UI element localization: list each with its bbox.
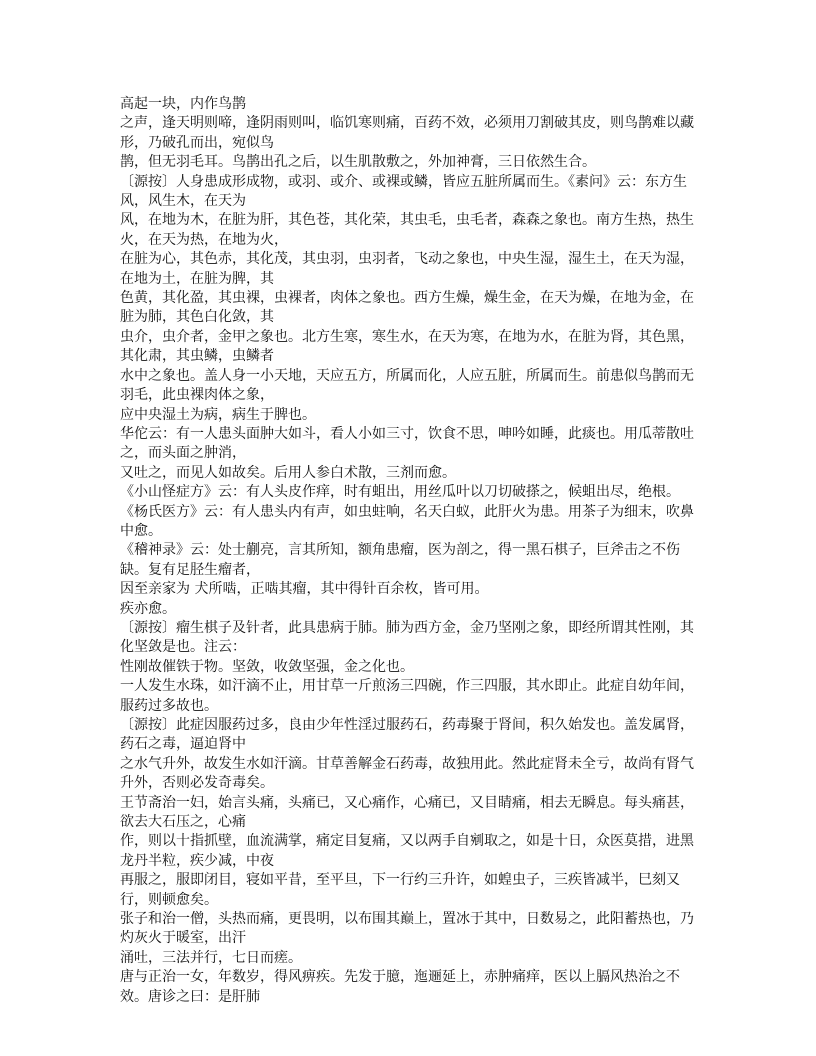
text-line: 高起一块，内作鸟鹊 bbox=[120, 96, 246, 112]
text-line: 之水气升外，故发生水如汗滴。甘草善解金石药毒，故独用此。然此症肾未全亏，故尚有肾气升外，否则必发奇毒矣。 bbox=[120, 755, 694, 792]
text-line: 风，在地为木，在脏为肝，其色苍，其化荣，其虫毛，虫毛者，森森之象也。南方生热，热生火，在天为热，在地为火， bbox=[120, 212, 694, 248]
text-line: 性刚故催铁于物。坚敛，收敛坚强，金之化也。 bbox=[120, 658, 414, 675]
text-line: 《稽神录》云：处士蒯亮，言其所知，额角患瘤，医为剖之，得一黑石棋子，巨斧击之不伤缺。复有足胫生瘤者， bbox=[120, 542, 680, 578]
text-line: 之声，逢天明则啼，逢阴雨则叫，临饥寒则痛，百药不效，必须用刀割破其皮，则鸟鹊难以藏形，乃破孔而出，宛似鸟 bbox=[120, 115, 694, 151]
text-line: 〔源按〕瘤生棋子及针者，此具患病于肺。肺为西方金，金乃坚刚之象，即经所谓其性刚，其化坚敛是也。注云： bbox=[120, 619, 694, 656]
text-line: 〔源按〕人身患成形成物，或羽、或介、或裸或鳞，皆应五脏所属而生。《素问》云：东方生风，风生木，在天为 bbox=[120, 173, 687, 210]
text-line: 《小山怪症方》云：有人头皮作痒，时有蛆出，用丝瓜叶以刀切破搽之，候蛆出尽，绝根。 bbox=[120, 484, 680, 501]
text-line: 唐与正治一女，年数岁，得风痹疾。先发于臆，迤逦延上，赤肿痛痒，医以上膈风热治之不效。唐诊之曰：是肝肺 bbox=[120, 969, 680, 1005]
text-line: 涌吐，三法并行，七日而瘥。 bbox=[120, 949, 302, 966]
text-line: 一人发生水珠，如汗滴不止，用甘草一斤煎汤三四碗，作三四服，其水即止。此症自幼年间，服药过多故也。 bbox=[120, 678, 694, 714]
text-line: 疾亦愈。 bbox=[120, 600, 176, 617]
text-line: 华佗云：有一人患头面肿大如斗，看人小如三寸，饮食不思，呻吟如睡，此痰也。用瓜蒂散吐之，而头面之肿消， bbox=[120, 425, 694, 462]
text-line: 鹊，但无羽毛耳。鸟鹊出孔之后，以生肌散敷之，外加神膏，三日依然生合。 bbox=[120, 154, 596, 171]
document-body bbox=[120, 95, 702, 1007]
text-line: 应中央湿土为病，病生于脾也。 bbox=[120, 406, 316, 423]
text-line: 张子和治一僧，头热而痛，更畏明，以布围其巅上，置冰于其中，日数易之，此阳蓄热也，乃灼灰火于暖室，出汗 bbox=[120, 911, 694, 947]
text-line: 又吐之，而见人如故矣。后用人参白术散，三剂而愈。 bbox=[120, 464, 456, 481]
text-line: 水中之象也。盖人身一小天地，天应五方，所属而化，人应五脏，所属而生。前患似鸟鹊而无羽毛，此虫裸肉体之象， bbox=[120, 367, 694, 404]
text-line: 《杨氏医方》云：有人患头内有声，如虫蛀响，名天白蚁，此肝火为患。用茶子为细末，吹鼻中愈。 bbox=[120, 503, 694, 539]
text-line: 因至亲家为 犬所啮，正啮其瘤，其中得针百余枚，皆可用。 bbox=[120, 581, 489, 598]
text-line: 作，则以十指抓壁，血流满掌，痛定目复痛，又以两手自剜取之，如是十日，众医莫措，进黑龙丹半粒，疾少减，中夜 bbox=[120, 833, 694, 869]
text-line: 色黄，其化盈，其虫裸，虫裸者，肉体之象也。西方生燥，燥生金，在天为燥，在地为金，在脏为肺，其色白化敛，其 bbox=[120, 290, 694, 326]
text-line: 王节斋治一妇，始言头痛，头痛已，又心痛作，心痛已，又目睛痛，相去无瞬息。每头痛甚，欲去大石压之，心痛 bbox=[120, 794, 694, 831]
text-line: 虫介，虫介者，金甲之象也。北方生寒，寒生水，在天为寒，在地为水，在脏为肾，其色黑，其化肃，其虫鳞，虫鳞者 bbox=[120, 328, 694, 365]
text-line: 再服之，服即闭目，寝如平昔，至平旦，下一行约三升许，如蝗虫子，三疾皆减半，巳刻又行，则顿愈矣。 bbox=[120, 872, 680, 908]
text-line: 在脏为心，其色赤，其化茂，其虫羽，虫羽者，飞动之象也，中央生湿，湿生土，在天为湿，在地为土，在脏为脾，其 bbox=[120, 251, 694, 287]
text-line: 〔源按〕此症因服药过多，良由少年性淫过服药石，药毒聚于肾间，积久始发也。盖发属肾，药石之毒，逼迫肾中 bbox=[120, 717, 694, 753]
